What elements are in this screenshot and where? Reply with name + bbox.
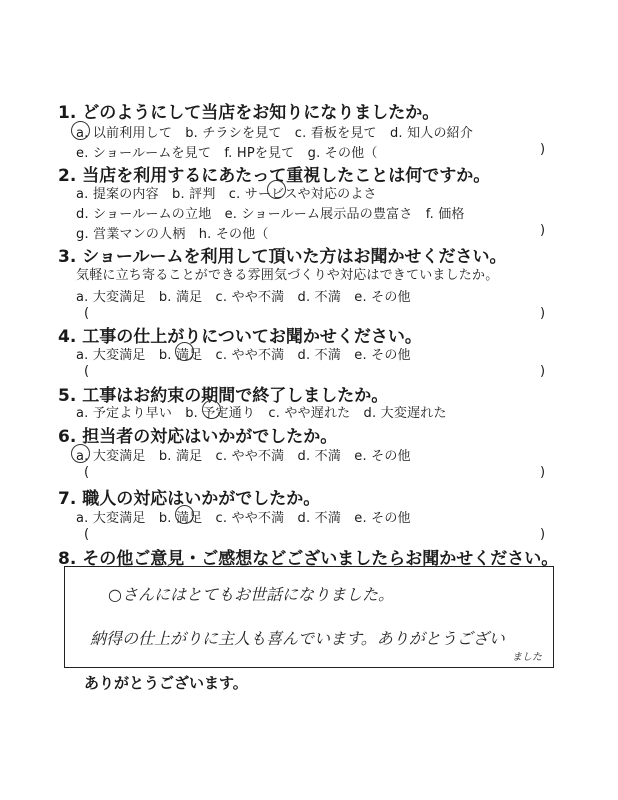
question-1-options-line2: e. ショールームを見て f. HPを見て g. その他（ bbox=[76, 146, 378, 161]
handwritten-comment-line2: 納得の仕上がりに主人も喜んでいます。ありがとうござい bbox=[90, 629, 505, 648]
question-1-close-paren: ) bbox=[540, 142, 546, 157]
question-2-options-line1: a. 提案の内容 b. 評判 c. サービスや対応のよさ bbox=[76, 187, 377, 202]
question-2-options-line2: d. ショールームの立地 e. ショールーム展示品の豊富さ f. 価格 bbox=[76, 207, 465, 222]
question-3-close-paren: ) bbox=[540, 306, 546, 321]
question-6-open-paren: ( bbox=[84, 465, 90, 480]
question-3-options-line1: a. 大変満足 b. 満足 c. やや不満 d. 不満 e. その他 bbox=[76, 290, 411, 305]
question-6-options-line1: a. 大変満足 b. 満足 c. やや不満 d. 不満 e. その他 bbox=[76, 449, 411, 464]
question-5-title: 5. 工事はお約束の期間で終了しましたか。 bbox=[58, 386, 389, 406]
footer-thanks: ありがとうございます。 bbox=[84, 674, 248, 692]
question-2-close-paren: ) bbox=[540, 223, 546, 238]
handwritten-comment-line1: ○さんにはとてもお世話になりました。 bbox=[108, 585, 394, 604]
question-7-options-line1: a. 大変満足 b. 満足 c. やや不満 d. 不満 e. その他 bbox=[76, 511, 411, 526]
question-4-open-paren: ( bbox=[84, 364, 90, 379]
question-7-title: 7. 職人の対応はいかがでしたか。 bbox=[58, 489, 321, 509]
question-6-title: 6. 担当者の対応はいかがでしたか。 bbox=[58, 427, 338, 447]
question-1-title: 1. どのようにして当店をお知りになりましたか。 bbox=[58, 103, 440, 123]
question-8-title: 8. その他ご意見・ご感想などございましたらお聞かせください。 bbox=[58, 549, 559, 569]
question-1-options-line1: a. 以前利用して b. チラシを見て c. 看板を見て d. 知人の紹介 bbox=[76, 126, 474, 141]
question-4-close-paren: ) bbox=[540, 364, 546, 379]
question-4-title: 4. 工事の仕上がりについてお聞かせください。 bbox=[58, 327, 422, 347]
question-7-close-paren: ) bbox=[540, 527, 546, 542]
question-3-title: 3. ショールームを利用して頂いた方はお聞かせください。 bbox=[58, 247, 507, 267]
question-4-options-line1: a. 大変満足 b. 満足 c. やや不満 d. 不満 e. その他 bbox=[76, 348, 411, 363]
question-5-options-line1: a. 予定より早い b. 予定通り c. やや遅れた d. 大変遅れた bbox=[76, 406, 447, 421]
question-7-open-paren: ( bbox=[84, 527, 90, 542]
question-3-open-paren: ( bbox=[84, 306, 90, 321]
question-3-subtitle: 気軽に立ち寄ることができる雰囲気づくりや対応はできていましたか。 bbox=[76, 268, 499, 283]
question-2-options-line3: g. 営業マンの人柄 h. その他（ bbox=[76, 227, 269, 242]
handwritten-comment-line2-tail: ました bbox=[512, 652, 542, 663]
question-2-title: 2. 当店を利用するにあたって重視したことは何ですか。 bbox=[58, 166, 491, 186]
question-6-close-paren: ) bbox=[540, 465, 546, 480]
